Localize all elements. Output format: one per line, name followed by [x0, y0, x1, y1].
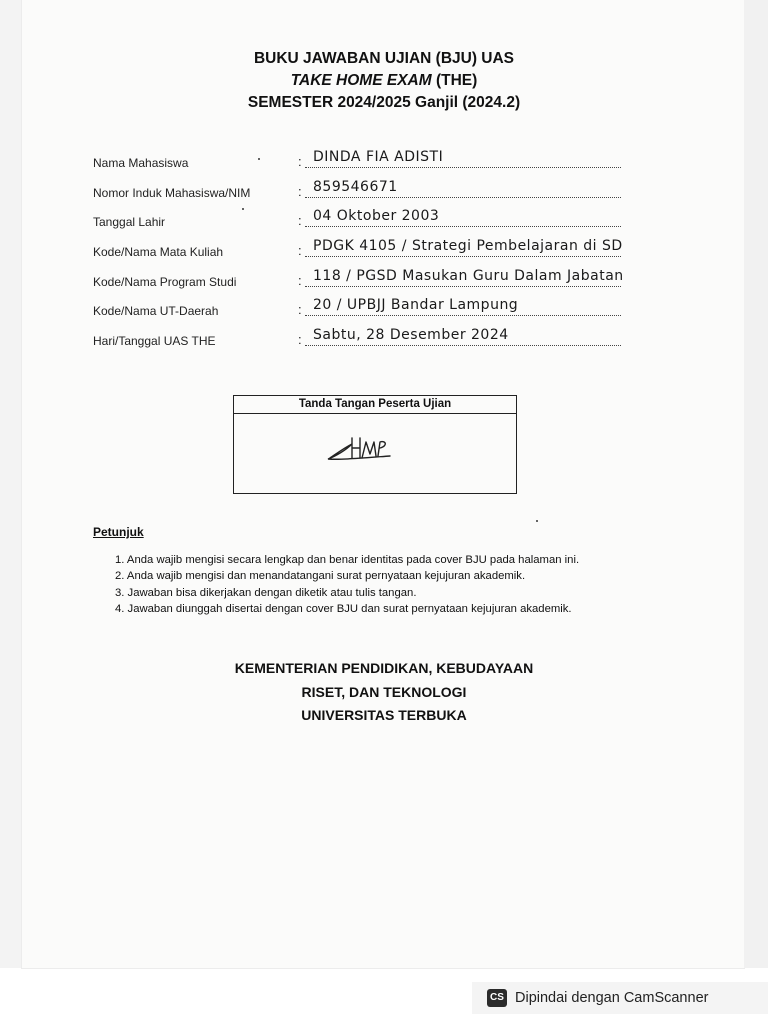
field-colon: :	[298, 154, 302, 169]
scan-speck	[242, 208, 244, 210]
footer-line-2: RISET, DAN TEKNOLOGI	[301, 683, 467, 700]
handwritten-value: 118 / PGSD Masukan Guru Dalam Jabatan	[313, 267, 624, 284]
camscanner-label: Dipindai dengan CamScanner	[515, 990, 709, 1006]
scan-speck	[536, 520, 538, 522]
instruction-item: 1. Anda wajib mengisi secara lengkap dan benar identitas pada cover BJU pada halaman ini.	[115, 554, 580, 566]
title-suffix: (THE)	[431, 72, 478, 89]
identity-row-nama	[93, 148, 633, 178]
instruction-item: 3. Jawaban bisa dikerjakan dengan diketik atau tulis tangan.	[115, 586, 417, 599]
camscanner-watermark	[472, 982, 768, 1014]
signature-box	[233, 395, 517, 494]
field-colon: :	[298, 302, 302, 318]
title-line-3: SEMESTER 2024/2025 Ganjil (2024.2)	[247, 94, 521, 111]
handwritten-value: Sabtu, 28 Desember 2024	[313, 327, 509, 344]
dotted-line	[305, 256, 621, 257]
document-title	[0, 48, 768, 114]
scan-margin-left	[0, 0, 22, 968]
identity-row-ut-daerah	[93, 296, 633, 326]
instruction-item: 2. Anda wajib mengisi dan menandatangani surat pernyataan kejujuran akademik.	[115, 570, 526, 583]
instruction-item: 4. Jawaban diunggah disertai dengan cover BJU dan surat pernyataan kejujuran akademik.	[115, 602, 572, 615]
title-italic-text: TAKE HOME EXAM	[290, 72, 432, 89]
dotted-line	[305, 167, 621, 168]
handwritten-value: 20 / UPBJJ Bandar Lampung	[313, 297, 519, 314]
identity-row-tanggal-uas	[93, 326, 633, 356]
identity-form	[93, 148, 633, 356]
field-label: Nama Mahasiswa	[93, 156, 189, 170]
field-label: Nomor Induk Mahasiswa/NIM	[93, 185, 251, 200]
handwritten-value: DINDA FIA ADISTI	[313, 149, 444, 165]
handwritten-value: 04 Oktober 2003	[313, 208, 440, 225]
handwritten-value: 859546671	[313, 178, 398, 195]
field-label: Kode/Nama Program Studi	[93, 274, 237, 289]
field-label: Kode/Nama Mata Kuliah	[93, 245, 224, 260]
handwritten-signature	[322, 432, 422, 468]
scan-margin-right	[744, 0, 768, 968]
identity-row-program-studi	[93, 267, 633, 297]
field-colon: :	[298, 183, 302, 199]
dotted-line	[305, 197, 621, 198]
instructions-title: Petunjuk	[93, 525, 144, 539]
title-line-2	[0, 70, 768, 92]
dotted-line	[305, 315, 621, 316]
scan-speck	[258, 158, 260, 160]
dotted-line	[305, 345, 621, 346]
field-colon: :	[298, 272, 302, 288]
field-colon: :	[298, 243, 302, 259]
camscanner-logo-icon: CS	[487, 989, 507, 1007]
identity-row-tanggal-lahir	[93, 207, 633, 237]
identity-row-mata-kuliah	[93, 237, 633, 267]
dotted-line	[305, 226, 621, 227]
title-line-1: BUKU JAWABAN UJIAN (BJU) UAS	[253, 50, 515, 67]
instructions-list	[115, 552, 635, 617]
footer-line-1: KEMENTERIAN PENDIDIKAN, KEBUDAYAAN	[234, 660, 534, 676]
field-label: Kode/Nama UT-Daerah	[93, 304, 219, 319]
handwritten-value: PDGK 4105 / Strategi Pembelajaran di SD	[313, 238, 623, 255]
dotted-line	[305, 286, 621, 287]
field-colon: :	[298, 332, 302, 348]
field-label: Tanggal Lahir	[93, 215, 166, 230]
footer-line-3: UNIVERSITAS TERBUKA	[301, 707, 467, 723]
signature-box-header: Tanda Tangan Peserta Ujian	[234, 396, 516, 414]
institution-footer	[0, 657, 768, 728]
field-colon: :	[298, 213, 302, 229]
field-label: Hari/Tanggal UAS THE	[93, 334, 216, 349]
identity-row-nim	[93, 178, 633, 208]
